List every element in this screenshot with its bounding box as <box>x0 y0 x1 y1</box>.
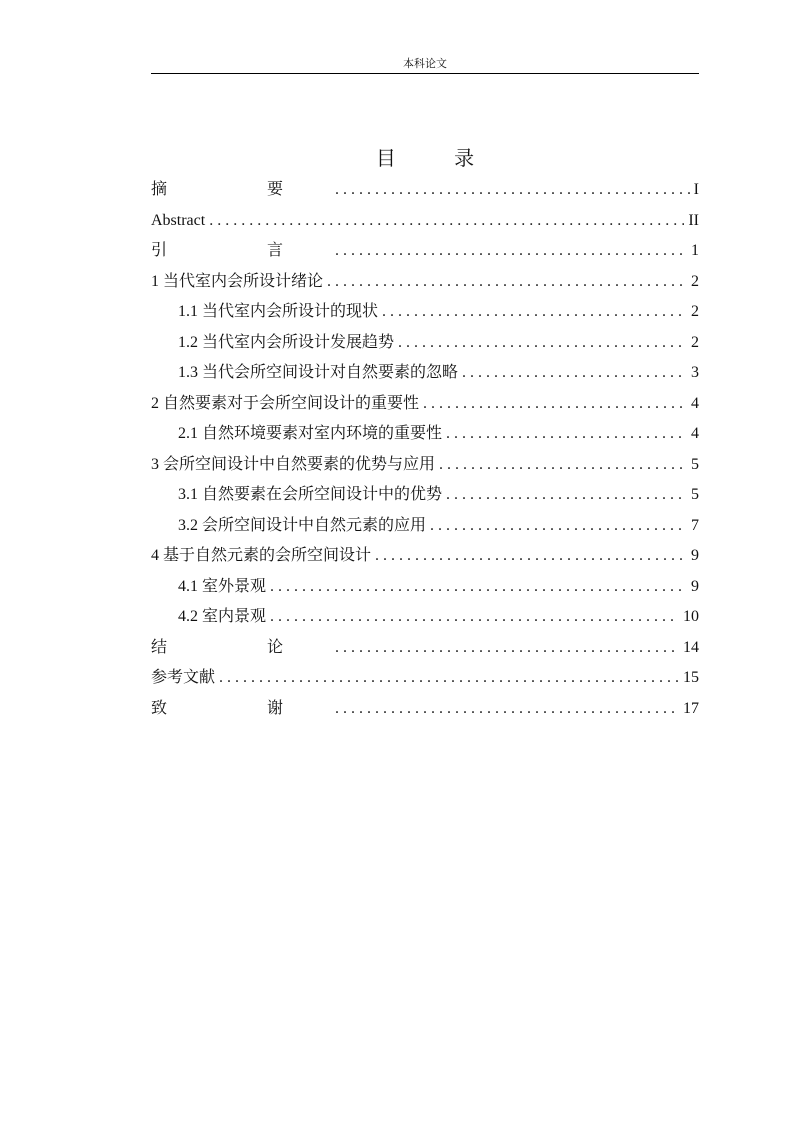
toc-page-number: 4 <box>691 394 699 412</box>
toc-entry-text: 1.3 当代会所空间设计对自然要素的忽略 <box>178 364 459 381</box>
toc-leader <box>335 633 679 664</box>
toc-entry-text: 结 论 <box>151 638 332 656</box>
toc-entry-text: 3.2 会所空间设计中自然元素的应用 <box>178 516 427 534</box>
toc-entry-text: 致 谢 <box>151 699 332 717</box>
toc-entry-section-1-2[interactable] <box>151 328 699 359</box>
toc-entry-text: 1.2 当代室内会所设计发展趋势 <box>178 333 395 351</box>
toc-leader <box>335 694 679 725</box>
toc-leader <box>462 358 687 389</box>
toc-page-number: 2 <box>691 303 699 320</box>
toc-leader <box>327 267 687 298</box>
toc-page-number: 1 <box>691 242 699 259</box>
toc-entry-abstract-cn[interactable] <box>151 175 699 206</box>
toc-entry-section-2-1[interactable] <box>151 419 699 450</box>
toc-leader <box>209 206 684 237</box>
toc-entry-text: 3.1 自然要素在会所空间设计中的优势 <box>178 486 443 503</box>
toc-leader <box>430 511 687 542</box>
toc-page-number: I <box>693 181 699 198</box>
toc-page-number: 5 <box>691 455 699 473</box>
toc-page-number: II <box>688 211 699 229</box>
toc-entry-text: 1 当代室内会所设计绪论 <box>151 272 324 290</box>
toc-entry-chapter-4[interactable] <box>151 541 699 572</box>
toc-page-number: 15 <box>683 669 699 686</box>
toc-page-number: 17 <box>683 699 699 717</box>
toc-entry-text: 引 言 <box>151 242 332 259</box>
toc-entry-chapter-1[interactable] <box>151 267 699 298</box>
toc-title: 目 录 <box>375 146 501 170</box>
toc-entry-section-1-1[interactable] <box>151 297 699 328</box>
toc-page-number: 5 <box>691 486 699 503</box>
toc-page-number: 9 <box>691 577 699 595</box>
toc-page-number: 3 <box>691 364 699 381</box>
toc-entry-text: 2.1 自然环境要素对室内环境的重要性 <box>178 425 443 442</box>
toc-entry-section-1-3[interactable] <box>151 358 699 389</box>
toc-leader <box>446 419 687 450</box>
toc-entry-text: 摘 要 <box>151 181 332 198</box>
toc-page-number: 4 <box>691 425 699 442</box>
running-header: 本科论文 <box>403 58 447 70</box>
toc-entry-text: 2 自然要素对于会所空间设计的重要性 <box>151 394 420 412</box>
toc-leader <box>219 663 679 694</box>
toc-leader <box>375 541 687 572</box>
toc-page-number: 7 <box>691 516 699 534</box>
toc-leader <box>270 572 687 603</box>
toc-entry-chapter-2[interactable] <box>151 389 699 420</box>
toc-entry-text: 1.1 当代室内会所设计的现状 <box>178 303 379 320</box>
toc-entry-abstract-en[interactable] <box>151 206 699 237</box>
toc-entry-conclusion[interactable] <box>151 633 699 664</box>
toc-page-number: 2 <box>691 333 699 351</box>
toc-entry-introduction[interactable] <box>151 236 699 267</box>
toc-leader <box>439 450 687 481</box>
header-rule <box>151 73 699 74</box>
toc-entry-text: Abstract <box>151 211 206 229</box>
toc-entry-acknowledgements[interactable] <box>151 694 699 725</box>
toc-page-number: 10 <box>683 608 699 625</box>
toc-leader <box>335 175 690 206</box>
toc-entry-text: 4.2 室内景观 <box>178 608 267 625</box>
toc-page-number: 2 <box>691 272 699 290</box>
toc-page-number: 14 <box>683 638 699 656</box>
toc-leader <box>335 236 687 267</box>
toc-leader <box>423 389 687 420</box>
table-of-contents <box>151 175 699 724</box>
toc-entry-section-4-1[interactable] <box>151 572 699 603</box>
toc-entry-text: 参考文献 <box>151 669 216 686</box>
toc-entry-section-3-2[interactable] <box>151 511 699 542</box>
toc-leader <box>270 602 679 633</box>
toc-entry-chapter-3[interactable] <box>151 450 699 481</box>
toc-entry-text: 3 会所空间设计中自然要素的优势与应用 <box>151 455 436 473</box>
toc-page-number: 9 <box>691 547 699 564</box>
toc-entry-text: 4 基于自然元素的会所空间设计 <box>151 547 372 564</box>
toc-leader <box>446 480 687 511</box>
toc-entry-section-3-1[interactable] <box>151 480 699 511</box>
toc-entry-section-4-2[interactable] <box>151 602 699 633</box>
toc-leader <box>398 328 687 359</box>
toc-entry-references[interactable] <box>151 663 699 694</box>
toc-entry-text: 4.1 室外景观 <box>178 577 267 595</box>
toc-leader <box>382 297 687 328</box>
